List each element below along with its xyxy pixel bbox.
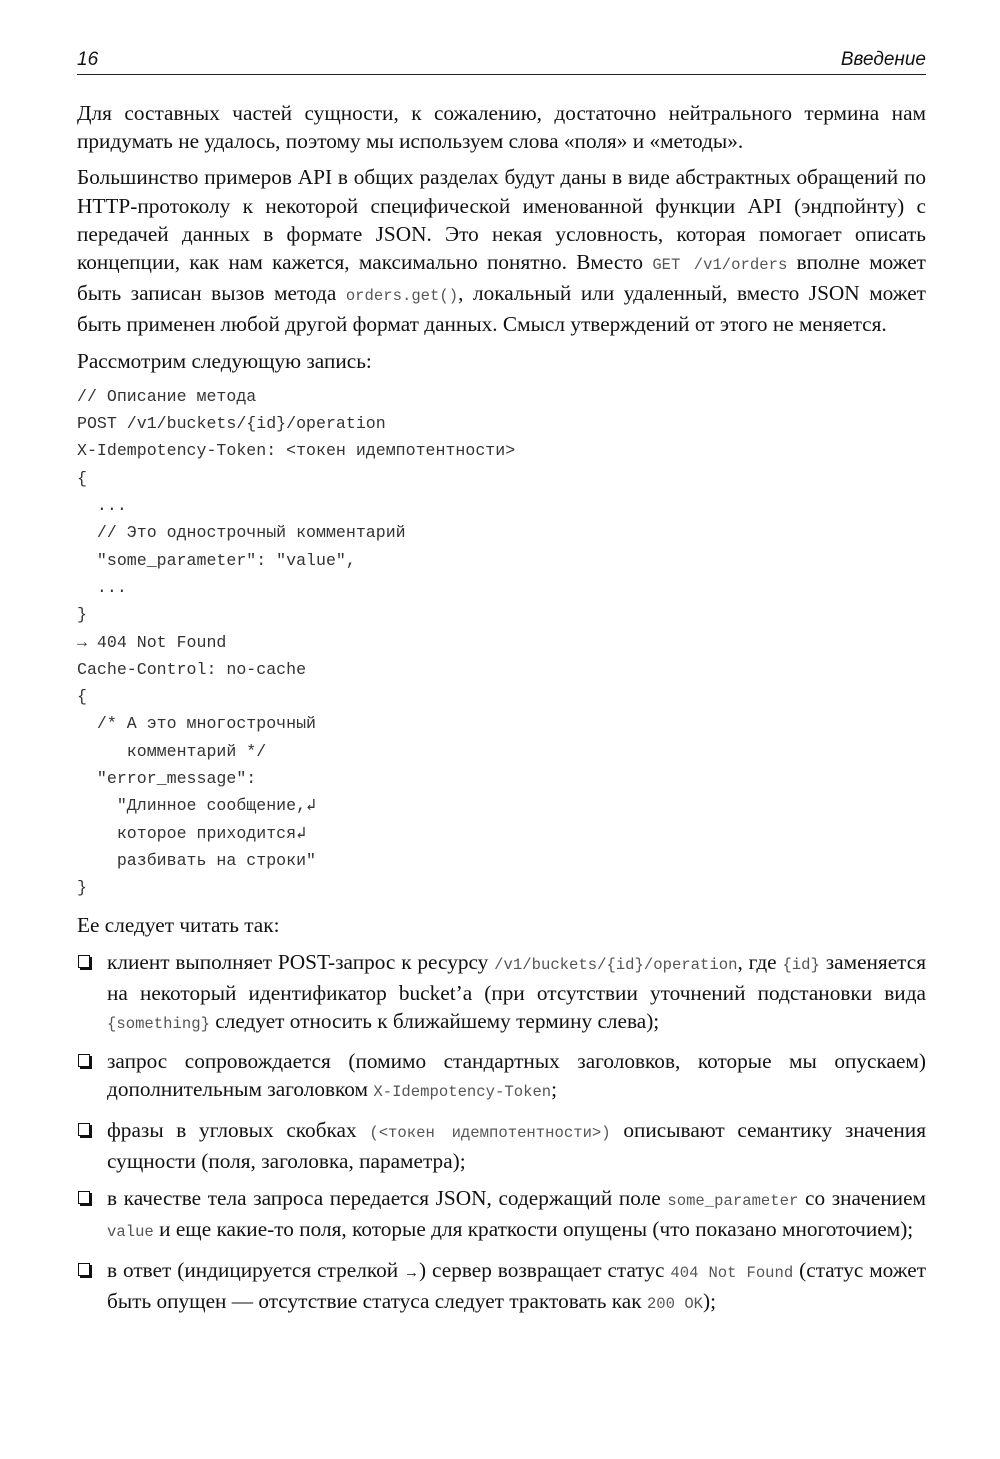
inline-code-orders-get: orders.get() [345, 287, 459, 306]
list-item: в ответ (индицируется стрелкой →) сервер возвращает статус 404 Not Found (статус может быть опущен — отсутствие статуса следует трактовать как 200 OK); [77, 1256, 926, 1318]
checkbox-bullet-icon [78, 955, 90, 968]
list-item: запрос сопровождается (помимо стандартных заголовков, которые мы опускаем) дополнительным заголовком X-Idempotency-Token; [77, 1047, 926, 1106]
explanation-list [77, 948, 926, 1318]
list-item: фразы в угловых скобках (<токен идемпотентности>) описывают семантику значения сущности (поля, заголовка, параметра); [77, 1116, 926, 1175]
list-item: в качестве тела запроса передается JSON, содержащий поле some_parameter со значением value и еще какие-то поля, которые для краткости опущены (что показано многоточием); [77, 1184, 926, 1246]
checkbox-bullet-icon [78, 1263, 90, 1276]
inline-code-get-orders: GET /v1/orders [652, 256, 788, 275]
checkbox-bullet-icon [78, 1054, 90, 1067]
paragraph-consider: Рассмотрим следующую запись: [77, 348, 372, 373]
book-page [77, 44, 926, 1327]
paragraph-read-as: Ее следует читать так: [77, 913, 280, 938]
paragraph-api-examples: Большинство примеров API в общих разделах будут даны в виде абстрактных обращений по HTTP-протоколу к некоторой специфической именованной функции API (эндпойнту) с передачей данных в формате JSON. Это некая условность, которая помогает описать концепции, как нам кажется, максимально понятно. Вместо GET /v1/orders вполне может быть записан вызов метода orders.get(), локальный или удаленный, вместо JSON может быть применен любой другой формат данных. Смысл утверждений от этого не меняется. [77, 165, 926, 337]
page-header [77, 44, 926, 75]
page-number: 16 [77, 49, 99, 70]
section-title: Введение [840, 49, 926, 70]
checkbox-bullet-icon [78, 1191, 90, 1204]
paragraph-terms: Для составных частей сущности, к сожалению, достаточно нейтрального термина нам придумать не удалось, поэтому мы используем слова «поля» и «методы». [77, 101, 926, 154]
code-example: // Описание метода POST /v1/buckets/{id}/operation X-Idempotency-Token: <токен идемпотентности> { ... // Это однострочный комментарий "some_parameter": "value", ... } → 404 Not Found Cache-Control: no-cache { /* А это многострочный комментарий */ "error_message": "Длинное сообщение,↲ которое приходится↲ разбивать на строки" } [77, 386, 516, 898]
arrow-icon: → [404, 1264, 420, 1281]
list-item: клиент выполняет POST-запрос к ресурсу /v1/buckets/{id}/operation, где {id} заменяется на некоторый идентификатор bucket’а (при отсутствии уточнений подстановки вида {something} следует относить к ближайшему термину слева); [77, 948, 926, 1039]
page-body [77, 99, 926, 1318]
checkbox-bullet-icon [78, 1123, 90, 1136]
